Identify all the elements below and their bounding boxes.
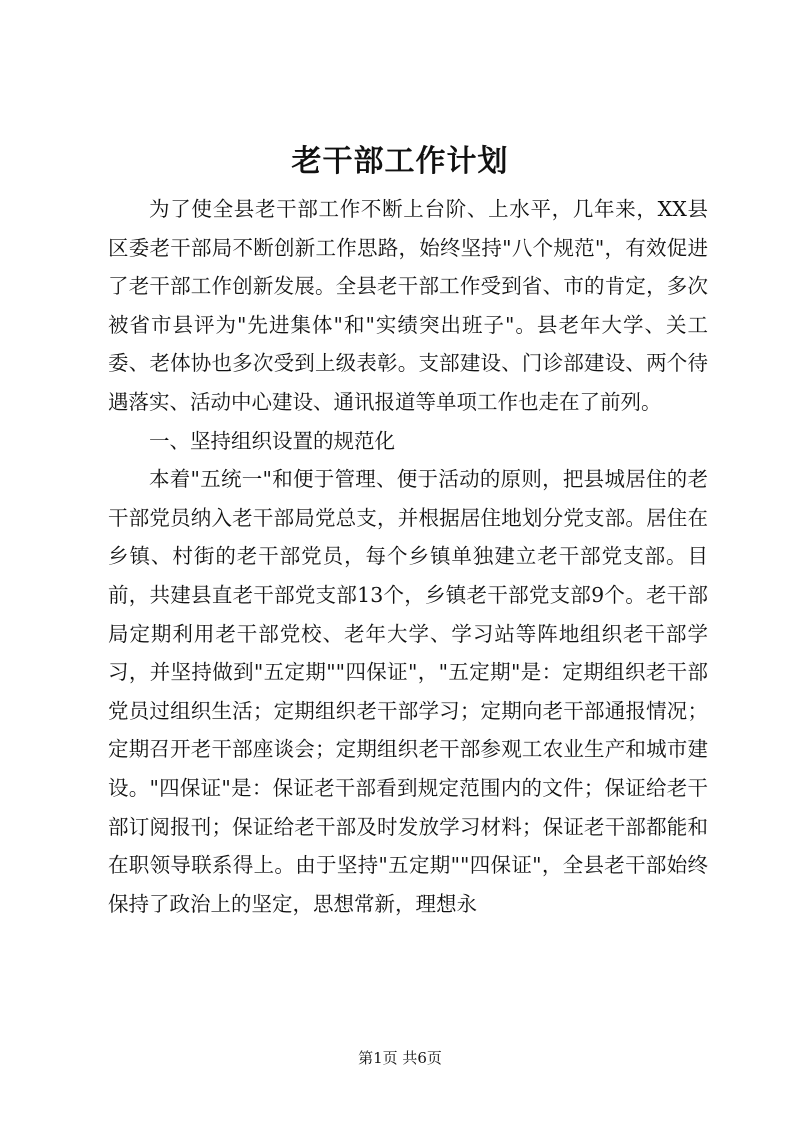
page-number: 第1页 共6页 [358,1049,442,1067]
paragraph-organization: 本着"五统一"和便于管理、便于活动的原则，把县城居住的老干部党员纳入老干部局党总支，并根据居住地划分党支部。居住在乡镇、村街的老干部党员，每个乡镇单独建立老干部党支部。目前，共建县直老干部党支部13个，乡镇老干部党支部9个。老干部局定期利用老干部党校、老年大学、学习站等阵地组织老干部学习，并坚持做到"五定期""四保证"，"五定期"是：定期组织老干部党员过组织生活；定期组织老干部学习；定期向老干部通报情况；定期召开老干部座谈会；定期组织老干部参观工农业生产和城市建设。"四保证"是：保证老干部看到规定范围内的文件；保证给老干部订阅报刊；保证给老干部及时发放学习材料；保证老干部都能和在职领导联系得上。由于坚持"五定期""四保证"，全县老干部始终保持了政治上的坚定，思想常新，理想永 [108,467,708,916]
document-title: 老干部工作计划 [291,144,509,179]
section-heading: 一、坚持组织设置的规范化 [149,428,395,453]
document-body [108,190,708,923]
paragraph-intro: 为了使全县老干部工作不断上台阶、上水平，几年来，XX县区委老干部局不断创新工作思路，始终坚持"八个规范"，有效促进了老干部工作创新发展。全县老干部工作受到省、市的肯定，多次被省市县评为"先进集体"和"实绩突出班子"。县老年大学、关工委、老体协也多次受到上级表彰。支部建设、门诊部建设、两个待遇落实、活动中心建设、通讯报道等单项工作也走在了前列。 [108,197,708,414]
